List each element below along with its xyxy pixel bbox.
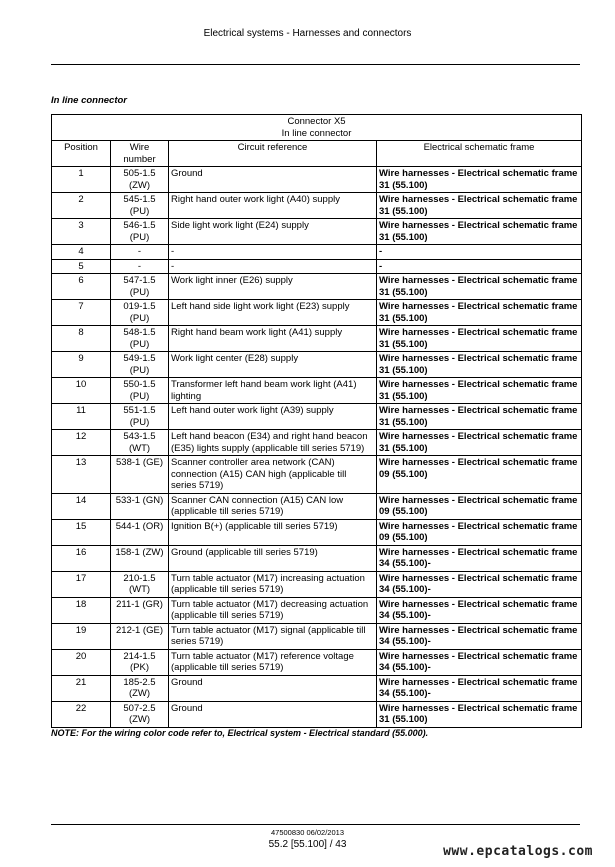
cell-wire-number: 019-1.5 (PU) <box>111 300 169 326</box>
cell-schematic-frame: - <box>377 245 582 260</box>
table-row <box>52 493 582 519</box>
header-rule <box>51 64 580 65</box>
cell-schematic-frame: Wire harnesses - Electrical schematic frame 09 (55.100) <box>377 456 582 494</box>
cell-wire-number: 507-2.5 (ZW) <box>111 701 169 727</box>
cell-position: 1 <box>52 167 111 193</box>
cell-circuit-reference: - <box>169 259 377 274</box>
cell-schematic-frame: Wire harnesses - Electrical schematic frame 31 (55.100) <box>377 167 582 193</box>
cell-schematic-frame: Wire harnesses - Electrical schematic frame 34 (55.100)- <box>377 571 582 597</box>
cell-wire-number: 544-1 (OR) <box>111 519 169 545</box>
cell-position: 20 <box>52 649 111 675</box>
table-caption-line2: In line connector <box>281 127 352 139</box>
cell-schematic-frame: Wire harnesses - Electrical schematic frame 31 (55.100) <box>377 378 582 404</box>
page-header-title: Electrical systems - Harnesses and connectors <box>203 28 412 39</box>
cell-schematic-frame: Wire harnesses - Electrical schematic frame 31 (55.100) <box>377 326 582 352</box>
cell-wire-number: - <box>111 245 169 260</box>
cell-circuit-reference: Ground <box>169 167 377 193</box>
table-row <box>52 245 582 260</box>
cell-position: 18 <box>52 597 111 623</box>
cell-circuit-reference: Left hand side light work light (E23) supply <box>169 300 377 326</box>
cell-schematic-frame: - <box>377 259 582 274</box>
table-caption <box>52 115 582 141</box>
cell-circuit-reference: - <box>169 245 377 260</box>
cell-position: 7 <box>52 300 111 326</box>
cell-schematic-frame: Wire harnesses - Electrical schematic frame 34 (55.100)- <box>377 545 582 571</box>
footer-page-number: 55.2 [55.100] / 43 <box>268 839 347 850</box>
cell-schematic-frame: Wire harnesses - Electrical schematic frame 31 (55.100) <box>377 430 582 456</box>
cell-position: 4 <box>52 245 111 260</box>
cell-schematic-frame: Wire harnesses - Electrical schematic frame 31 (55.100) <box>377 193 582 219</box>
connector-table <box>51 114 582 728</box>
cell-wire-number: - <box>111 259 169 274</box>
table-row <box>52 167 582 193</box>
cell-circuit-reference: Turn table actuator (M17) reference voltage (applicable till series 5719) <box>169 649 377 675</box>
cell-schematic-frame: Wire harnesses - Electrical schematic frame 34 (55.100)- <box>377 649 582 675</box>
cell-schematic-frame: Wire harnesses - Electrical schematic frame 31 (55.100) <box>377 300 582 326</box>
cell-schematic-frame: Wire harnesses - Electrical schematic frame 31 (55.100) <box>377 701 582 727</box>
watermark: www.epcatalogs.com <box>443 844 593 859</box>
cell-wire-number: 505-1.5 (ZW) <box>111 167 169 193</box>
cell-position: 21 <box>52 675 111 701</box>
cell-position: 2 <box>52 193 111 219</box>
table-row <box>52 430 582 456</box>
cell-position: 10 <box>52 378 111 404</box>
cell-position: 6 <box>52 274 111 300</box>
cell-schematic-frame: Wire harnesses - Electrical schematic frame 31 (55.100) <box>377 352 582 378</box>
cell-position: 22 <box>52 701 111 727</box>
table-row <box>52 571 582 597</box>
cell-wire-number: 158-1 (ZW) <box>111 545 169 571</box>
cell-circuit-reference: Side light work light (E24) supply <box>169 219 377 245</box>
cell-wire-number: 533-1 (GN) <box>111 493 169 519</box>
cell-wire-number: 545-1.5 (PU) <box>111 193 169 219</box>
table-row <box>52 352 582 378</box>
cell-wire-number: 212-1 (GE) <box>111 623 169 649</box>
cell-wire-number: 210-1.5 (WT) <box>111 571 169 597</box>
cell-position: 8 <box>52 326 111 352</box>
table-row <box>52 519 582 545</box>
cell-circuit-reference: Transformer left hand beam work light (A41) lighting <box>169 378 377 404</box>
table-row <box>52 649 582 675</box>
cell-wire-number: 547-1.5 (PU) <box>111 274 169 300</box>
cell-wire-number: 546-1.5 (PU) <box>111 219 169 245</box>
cell-circuit-reference: Ground <box>169 701 377 727</box>
cell-schematic-frame: Wire harnesses - Electrical schematic frame 09 (55.100) <box>377 519 582 545</box>
cell-position: 15 <box>52 519 111 545</box>
cell-circuit-reference: Ground <box>169 675 377 701</box>
cell-schematic-frame: Wire harnesses - Electrical schematic frame 31 (55.100) <box>377 219 582 245</box>
cell-position: 9 <box>52 352 111 378</box>
cell-position: 19 <box>52 623 111 649</box>
table-row <box>52 675 582 701</box>
header-schematic-frame: Electrical schematic frame <box>377 141 582 167</box>
cell-circuit-reference: Scanner controller area network (CAN) connection (A15) CAN high (applicable till series 5719) <box>169 456 377 494</box>
header-wire-number: Wire number <box>111 141 169 167</box>
wiring-color-note: NOTE: For the wiring color code refer to, Electrical system - Electrical standard (55.000). <box>51 728 429 738</box>
cell-circuit-reference: Ground (applicable till series 5719) <box>169 545 377 571</box>
cell-wire-number: 550-1.5 (PU) <box>111 378 169 404</box>
cell-wire-number: 211-1 (GR) <box>111 597 169 623</box>
cell-wire-number: 548-1.5 (PU) <box>111 326 169 352</box>
header-position: Position <box>52 141 111 167</box>
table-caption-row <box>52 115 582 141</box>
cell-circuit-reference: Turn table actuator (M17) signal (applicable till series 5719) <box>169 623 377 649</box>
cell-schematic-frame: Wire harnesses - Electrical schematic frame 34 (55.100)- <box>377 675 582 701</box>
cell-position: 13 <box>52 456 111 494</box>
cell-wire-number: 543-1.5 (WT) <box>111 430 169 456</box>
table-row <box>52 219 582 245</box>
table-row <box>52 274 582 300</box>
cell-circuit-reference: Turn table actuator (M17) decreasing actuation (applicable till series 5719) <box>169 597 377 623</box>
table-row <box>52 623 582 649</box>
cell-circuit-reference: Right hand beam work light (A41) supply <box>169 326 377 352</box>
cell-circuit-reference: Right hand outer work light (A40) supply <box>169 193 377 219</box>
cell-circuit-reference: Turn table actuator (M17) increasing actuation (applicable till series 5719) <box>169 571 377 597</box>
header-circuit-reference: Circuit reference <box>169 141 377 167</box>
cell-wire-number: 551-1.5 (PU) <box>111 404 169 430</box>
table-row <box>52 404 582 430</box>
table-row <box>52 300 582 326</box>
cell-position: 14 <box>52 493 111 519</box>
table-row <box>52 326 582 352</box>
cell-circuit-reference: Left hand outer work light (A39) supply <box>169 404 377 430</box>
cell-schematic-frame: Wire harnesses - Electrical schematic frame 09 (55.100) <box>377 493 582 519</box>
cell-wire-number: 214-1.5 (PK) <box>111 649 169 675</box>
footer-rule <box>51 824 580 825</box>
cell-wire-number: 549-1.5 (PU) <box>111 352 169 378</box>
table-row <box>52 597 582 623</box>
table-header-row <box>52 141 582 167</box>
table-row <box>52 456 582 494</box>
table-caption-line1: Connector X5 <box>287 116 346 127</box>
cell-circuit-reference: Work light center (E28) supply <box>169 352 377 378</box>
cell-schematic-frame: Wire harnesses - Electrical schematic frame 34 (55.100)- <box>377 597 582 623</box>
cell-position: 16 <box>52 545 111 571</box>
cell-schematic-frame: Wire harnesses - Electrical schematic frame 31 (55.100) <box>377 274 582 300</box>
section-title: In line connector <box>51 95 128 106</box>
cell-schematic-frame: Wire harnesses - Electrical schematic frame 31 (55.100) <box>377 404 582 430</box>
table-row <box>52 701 582 727</box>
table-row <box>52 545 582 571</box>
table-row <box>52 259 582 274</box>
table-row <box>52 378 582 404</box>
cell-circuit-reference: Scanner CAN connection (A15) CAN low (applicable till series 5719) <box>169 493 377 519</box>
cell-circuit-reference: Left hand beacon (E34) and right hand beacon (E35) lights supply (applicable till series 5719) <box>169 430 377 456</box>
cell-position: 11 <box>52 404 111 430</box>
cell-schematic-frame: Wire harnesses - Electrical schematic frame 34 (55.100)- <box>377 623 582 649</box>
cell-circuit-reference: Ignition B(+) (applicable till series 5719) <box>169 519 377 545</box>
footer-doc-id: 47500830 06/02/2013 <box>271 828 344 837</box>
cell-wire-number: 185-2.5 (ZW) <box>111 675 169 701</box>
cell-wire-number: 538-1 (GE) <box>111 456 169 494</box>
cell-position: 17 <box>52 571 111 597</box>
table-row <box>52 193 582 219</box>
cell-circuit-reference: Work light inner (E26) supply <box>169 274 377 300</box>
cell-position: 12 <box>52 430 111 456</box>
cell-position: 5 <box>52 259 111 274</box>
cell-position: 3 <box>52 219 111 245</box>
